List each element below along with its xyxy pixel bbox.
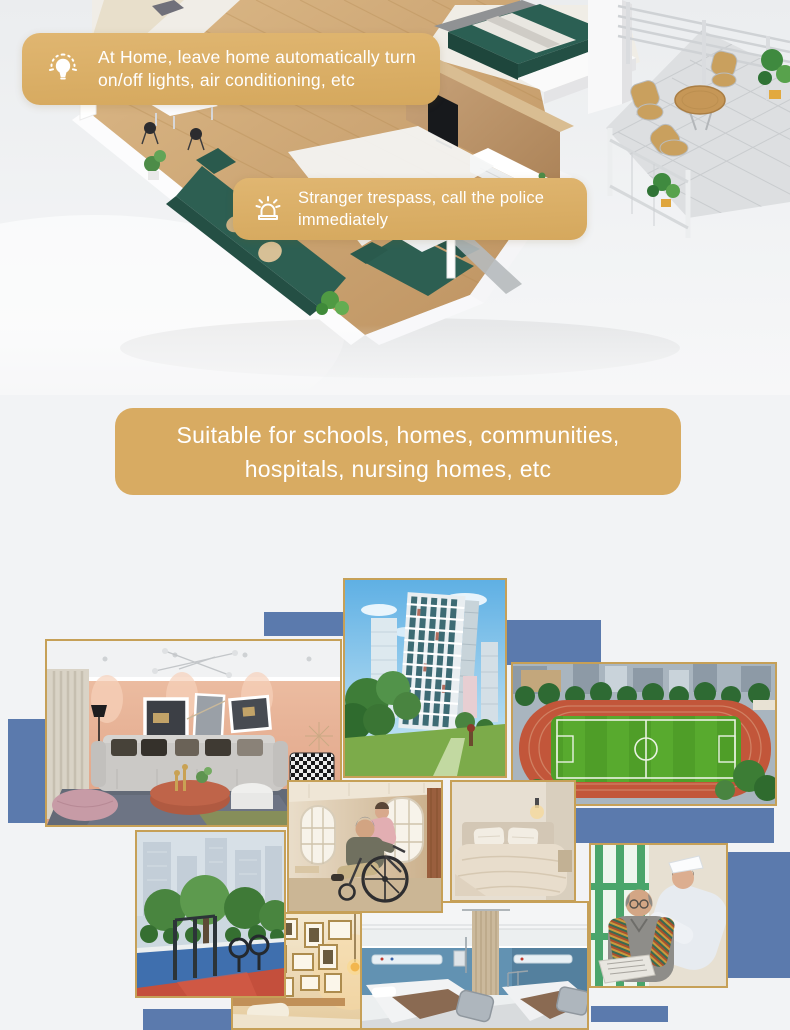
suitable-for-banner	[115, 408, 681, 495]
banner-line-1: Suitable for schools, homes, communities,	[176, 421, 620, 448]
deco-rect-left	[8, 719, 45, 823]
deco-rect-bottom-right	[591, 1006, 668, 1022]
lightbulb-icon	[44, 50, 82, 88]
photo-hotel-bedroom	[450, 780, 576, 902]
deco-rect-top-right	[507, 620, 601, 665]
deco-rect-under-field	[576, 808, 774, 843]
banner-line-2: hospitals, nursing homes, etc	[244, 455, 552, 482]
deco-rect-right-edge	[727, 852, 790, 978]
tooltip-security-alert	[233, 178, 587, 240]
siren-icon	[251, 192, 285, 226]
tooltip-security-text: Stranger trespass, call the police immediately	[298, 189, 545, 229]
photo-elderly-care-wheelchair	[287, 780, 443, 913]
hero-section	[0, 0, 790, 395]
photo-nurse-with-elderly	[589, 843, 728, 988]
photo-community-playground	[135, 830, 286, 998]
photo-hospital-ward	[360, 901, 589, 1030]
tooltip-home-automation	[22, 33, 440, 105]
tooltip-home-text: At Home, leave home automatically turn on/off lights, air conditioning, etc	[98, 47, 416, 90]
photo-apartment-building	[343, 578, 507, 778]
